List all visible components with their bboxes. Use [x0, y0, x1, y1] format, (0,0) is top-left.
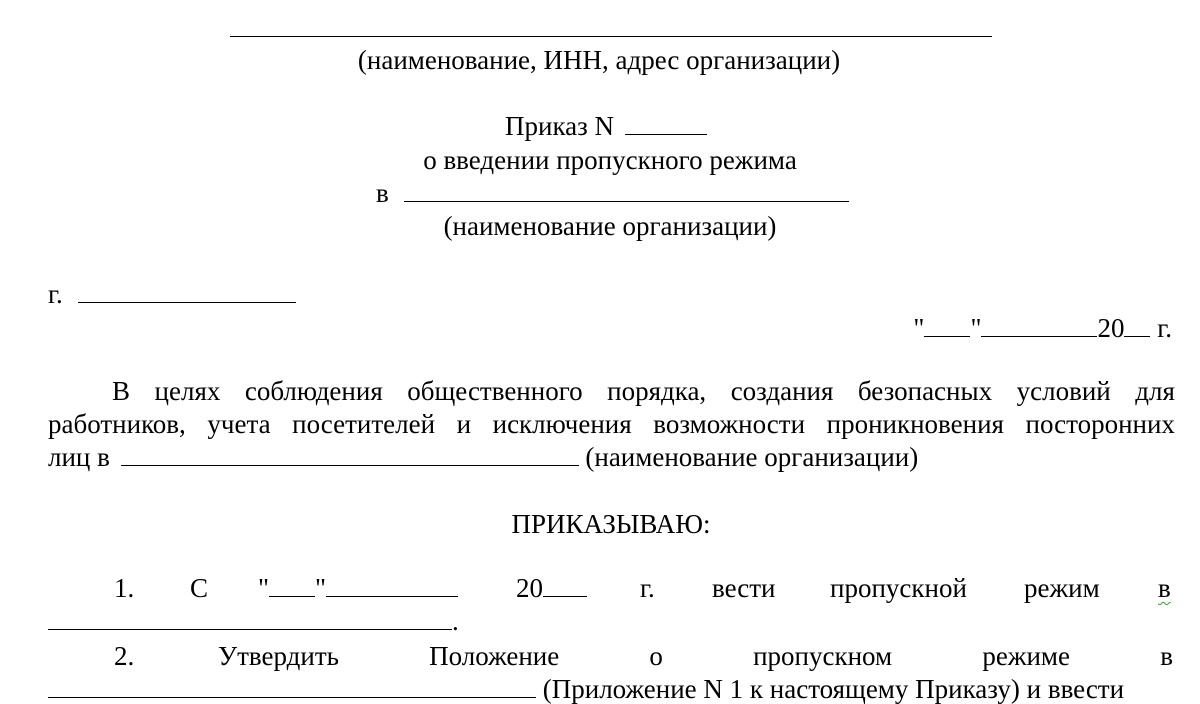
item1-text2: пропускной: [830, 573, 967, 603]
preamble-word: общественного: [407, 376, 583, 406]
date-quote-open: ": [913, 313, 925, 343]
item1-quote-open: ": [258, 573, 270, 603]
item1-quote-close: ": [315, 573, 327, 603]
preamble-word: соблюдения: [244, 376, 383, 406]
year-prefix: 20: [1097, 313, 1125, 343]
item1-year: [516, 575, 587, 602]
day-blank: [924, 316, 970, 337]
item1-year-suffix: г.: [640, 573, 655, 603]
preamble-line-3: [48, 444, 918, 471]
item1-month-blank: [326, 576, 458, 597]
item1-number: 1.: [114, 573, 135, 603]
preamble-word: создания: [730, 376, 834, 406]
preamble-word: для: [1135, 376, 1175, 406]
city-blank: [78, 282, 296, 303]
item1-text4: в: [1158, 573, 1171, 603]
item1-day-blank: [269, 576, 315, 597]
item1-date: [258, 575, 458, 602]
in-label: в: [376, 178, 389, 208]
item1-line2: [48, 608, 459, 635]
item2-number: 2.: [114, 641, 135, 671]
preamble-word: работников,: [48, 409, 186, 439]
order-subject: о введении пропускного режима: [423, 145, 797, 175]
item1-tail: .: [452, 606, 459, 636]
preamble-word: безопасных: [857, 376, 993, 406]
order-label: Приказ N: [505, 111, 615, 141]
preamble-word: и: [456, 409, 472, 439]
order-number-blank: [625, 114, 707, 135]
org-name-line: [230, 36, 992, 37]
item2-word: режиме: [982, 641, 1070, 671]
item2-line-2: [48, 676, 1124, 703]
org-name-blank: [404, 181, 849, 202]
item2-org-blank: [48, 677, 536, 698]
order-number-line: [505, 113, 707, 140]
preamble-word: проникновения: [826, 409, 1004, 439]
preamble-line3-start: лиц в: [48, 442, 110, 472]
item2-line2-end: (Приложение N 1 к настоящему Приказу) и ввести: [542, 674, 1125, 704]
preamble-line-1: [112, 378, 1175, 405]
preamble-word: условий: [1016, 376, 1111, 406]
item1-text3: режим: [1024, 573, 1100, 603]
preamble-word: исключения: [492, 409, 632, 439]
preamble-word: учета: [207, 409, 271, 439]
item1-year-blank: [543, 576, 587, 597]
preamble-line-2: [48, 411, 1175, 438]
city-label: г.: [48, 279, 63, 309]
org-name-caption: (наименование организации): [443, 211, 777, 241]
preamble-org-blank: [121, 445, 579, 466]
item2-word: о: [649, 641, 663, 671]
year-blank: [1124, 316, 1150, 337]
preamble-word: целях: [154, 376, 221, 406]
date-line: [913, 315, 1172, 342]
item2-word: в: [1160, 641, 1173, 671]
preamble-word: посетителей: [292, 409, 436, 439]
preamble-word: порядка,: [607, 376, 707, 406]
date-quote-close: ": [970, 313, 982, 343]
month-blank: [981, 316, 1097, 337]
item1-org-blank: [48, 609, 452, 630]
city-line: [48, 281, 296, 308]
item1-text1: вести: [712, 573, 776, 603]
preamble-word: посторонних: [1025, 409, 1175, 439]
item1-from: С: [190, 573, 209, 603]
item2-word: пропускном: [753, 641, 893, 671]
item2-line-1: [218, 643, 1173, 670]
preamble-word: В: [112, 376, 131, 406]
item2-word: Утвердить: [218, 641, 339, 671]
item2-word: Положение: [429, 641, 560, 671]
year-suffix: г.: [1157, 313, 1172, 343]
item1-year-prefix: 20: [516, 573, 543, 603]
preamble-word: возможности: [653, 409, 806, 439]
order-in-line: [376, 180, 849, 207]
order-word: ПРИКАЗЫВАЮ:: [511, 509, 711, 539]
org-caption: (наименование, ИНН, адрес организации): [357, 45, 841, 75]
preamble-line3-end: (наименование организации): [585, 442, 919, 472]
